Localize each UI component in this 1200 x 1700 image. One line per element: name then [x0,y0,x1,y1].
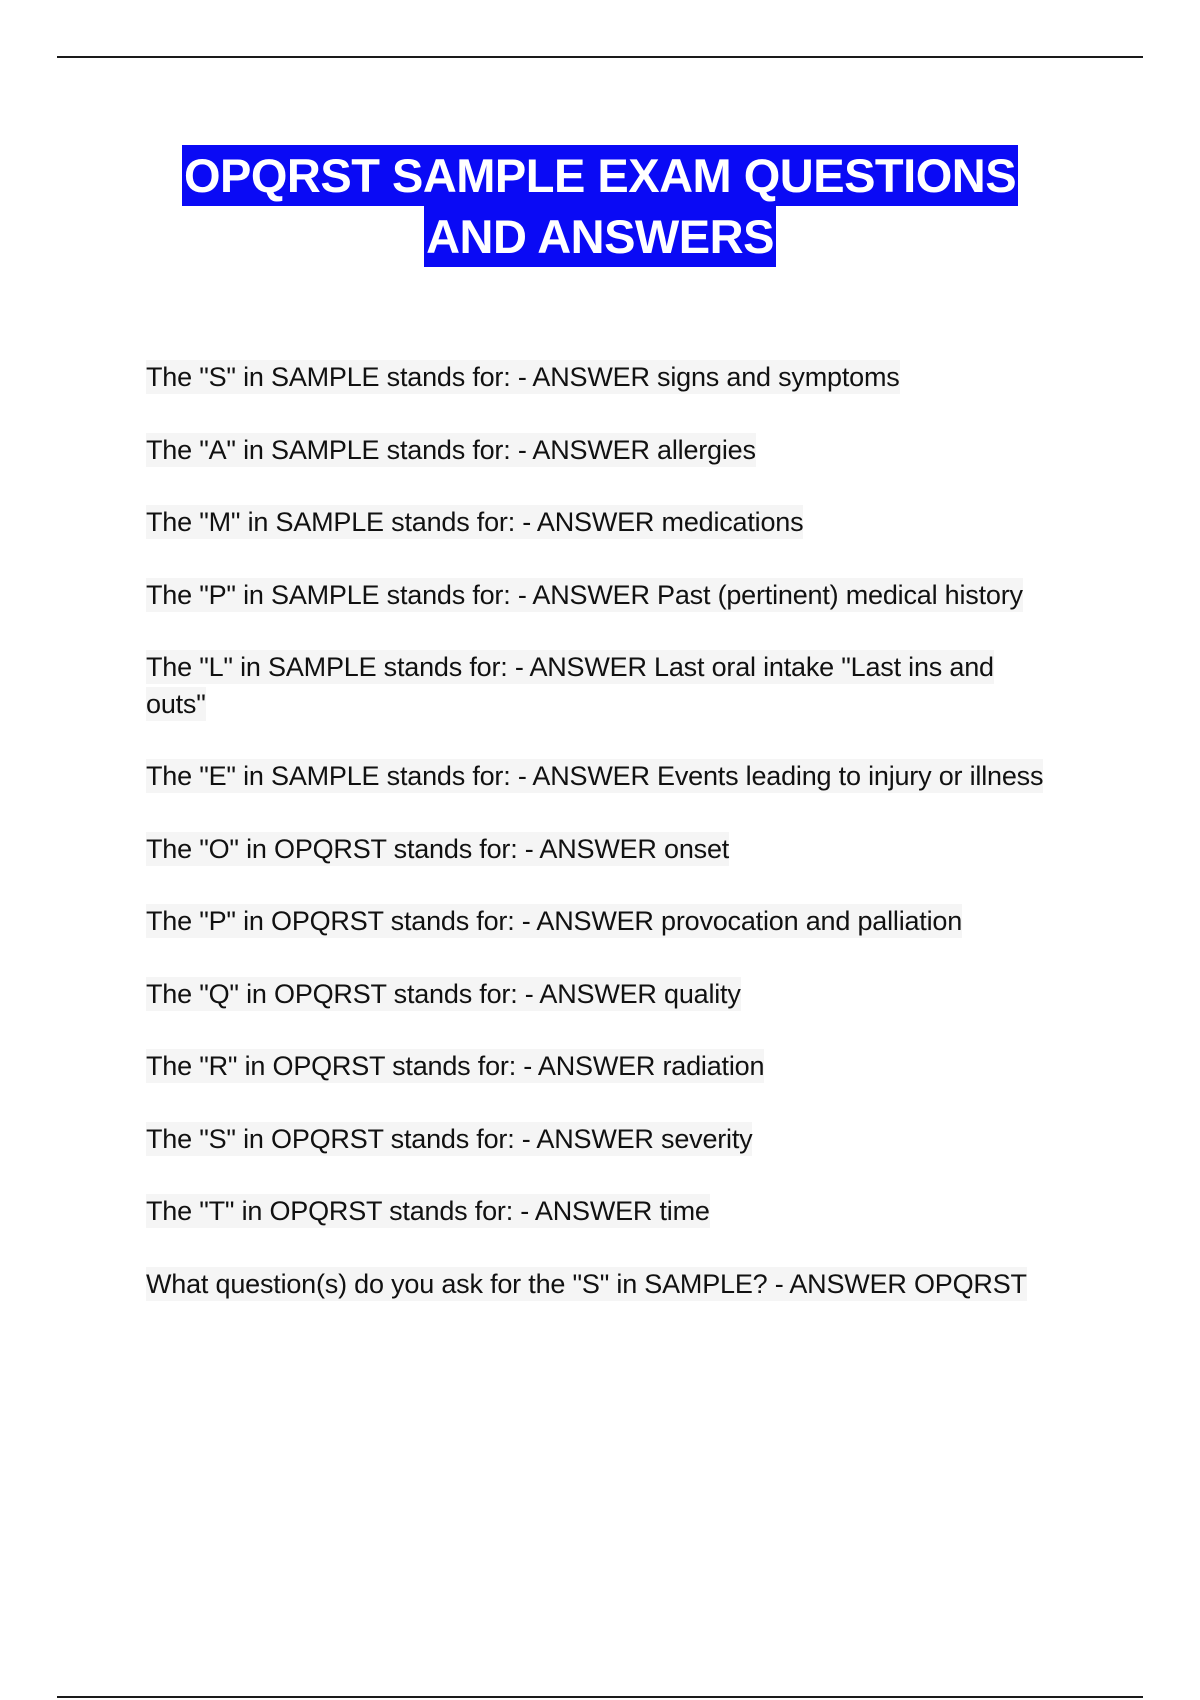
qa-text: The "Q" in OPQRST stands for: - ANSWER quality [146,978,741,1009]
qa-text: The "L" in SAMPLE stands for: - ANSWER Last oral intake "Last ins and outs" [146,652,994,719]
qa-text: The "P" in OPQRST stands for: - ANSWER provocation and palliation [146,906,963,936]
qa-text: The "E" in SAMPLE stands for: - ANSWER Events leading to injury or illness [146,761,1044,791]
qa-item [146,1266,1056,1303]
qa-item [146,1193,1056,1230]
qa-item [146,649,1056,722]
qa-item [146,504,1056,541]
qa-text: The "T" in OPQRST stands for: - ANSWER time [146,1196,710,1226]
qa-item [146,1048,1056,1085]
qa-item [146,359,1056,396]
qa-text: What question(s) do you ask for the "S" in SAMPLE? - ANSWER OPQRST [146,1268,1027,1299]
qa-item [146,758,1056,795]
document-title [0,145,1200,267]
qa-item [146,976,1056,1013]
qa-item [146,1121,1056,1158]
question-answer-list [146,359,1056,1338]
qa-item [146,831,1056,868]
title-line-1: OPQRST SAMPLE EXAM QUESTIONS [182,145,1018,206]
qa-item [146,903,1056,940]
title-line-2: AND ANSWERS [424,206,776,267]
qa-text: The "O" in OPQRST stands for: - ANSWER onset [146,833,730,864]
qa-item [146,577,1056,614]
qa-text: The "S" in SAMPLE stands for: - ANSWER signs and symptoms [146,362,900,392]
bottom-divider [57,1696,1143,1698]
qa-text: The "A" in SAMPLE stands for: - ANSWER allergies [146,434,756,465]
qa-item [146,432,1056,469]
qa-text: The "R" in OPQRST stands for: - ANSWER radiation [146,1051,765,1081]
qa-text: The "P" in SAMPLE stands for: - ANSWER Past (pertinent) medical history [146,579,1023,610]
qa-text: The "S" in OPQRST stands for: - ANSWER severity [146,1123,753,1154]
qa-text: The "M" in SAMPLE stands for: - ANSWER medications [146,507,804,537]
top-divider [57,56,1143,58]
